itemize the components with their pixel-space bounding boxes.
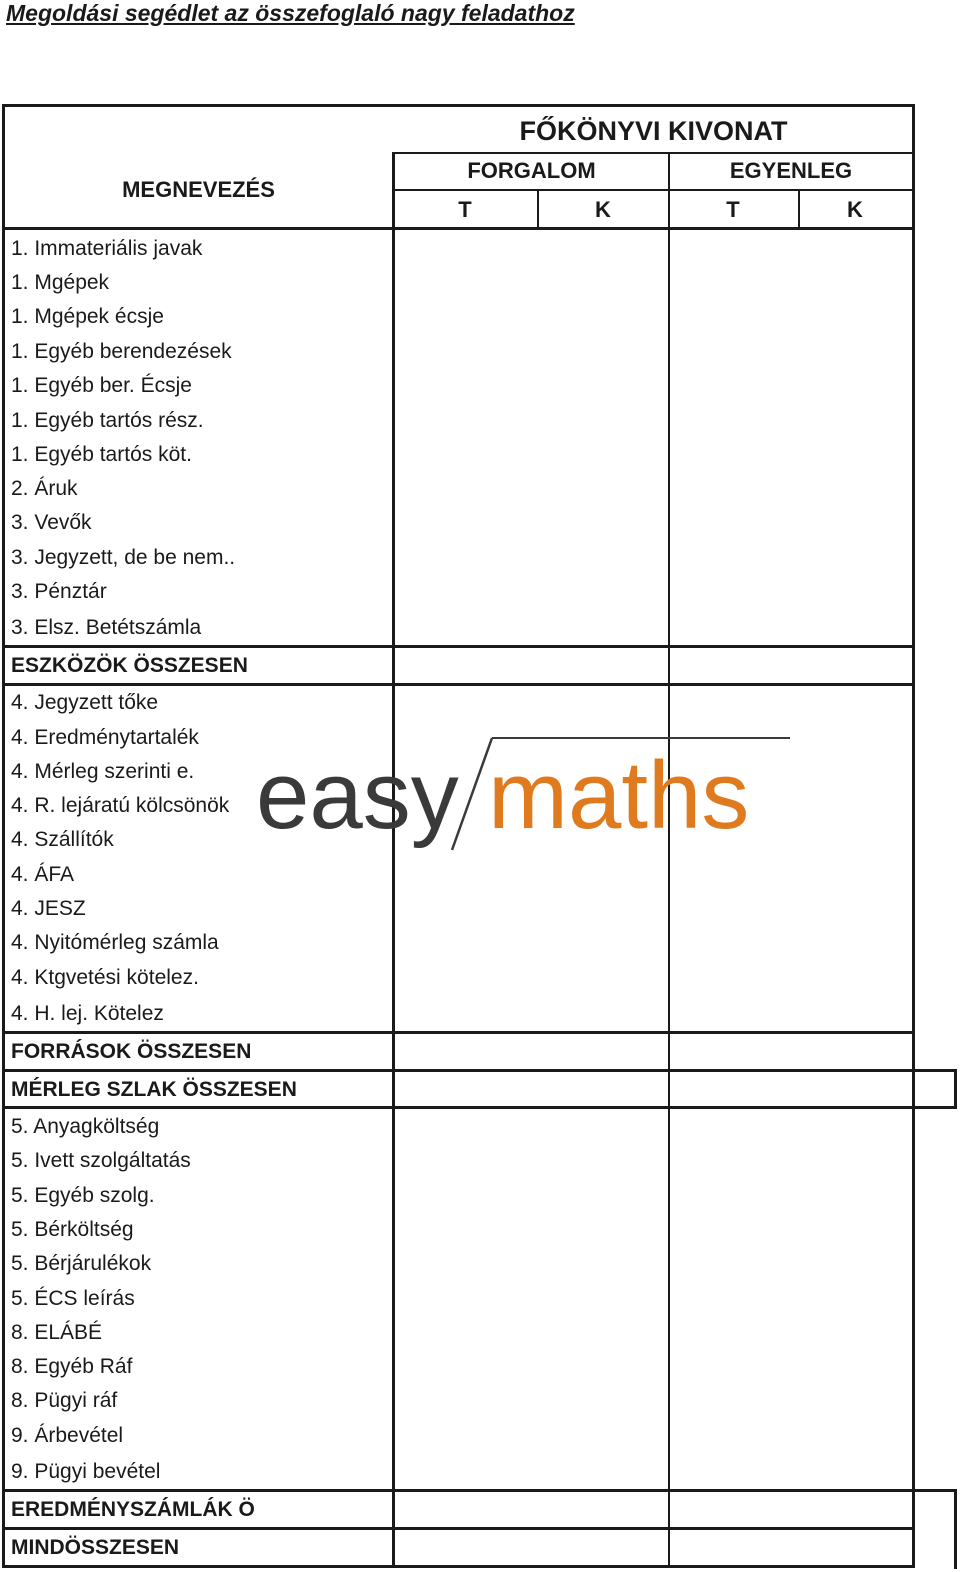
- account-row-label: 4. H. lej. Kötelez: [11, 1002, 164, 1025]
- account-row-label: 5. Anyagköltség: [11, 1115, 160, 1138]
- account-row-label: 3. Vevők: [11, 511, 92, 534]
- account-row-label: 8. ELÁBÉ: [11, 1321, 103, 1344]
- account-row-label: 1. Egyéb ber. Écsje: [11, 374, 192, 397]
- account-row-label: 4. Ktgvetési kötelez.: [11, 966, 199, 989]
- account-row-label: 2. Áruk: [11, 477, 78, 500]
- account-row-label: 3. Pénztár: [11, 580, 107, 603]
- account-row-label: 1. Mgépek écsje: [11, 305, 164, 328]
- account-row-label: 4. Szállítók: [11, 828, 114, 851]
- total-row-label: FORRÁSOK ÖSSZESEN: [11, 1040, 252, 1063]
- header-forgalom-k: K: [595, 197, 611, 222]
- account-row-label: 1. Immateriális javak: [11, 237, 203, 260]
- page-title: Megoldási segédlet az összefoglaló nagy feladathoz: [6, 0, 575, 26]
- header-egyenleg-k: K: [847, 197, 863, 222]
- logo-text-maths: maths: [488, 742, 750, 849]
- account-row-label: 4. Nyitómérleg számla: [11, 931, 219, 954]
- logo-text-easy: easy: [256, 742, 459, 849]
- account-row-label: 1. Mgépek: [11, 271, 110, 294]
- account-row-label: 4. ÁFA: [11, 863, 75, 886]
- total-row-label: MINDÖSSZESEN: [11, 1536, 180, 1559]
- account-row-label: 5. ÉCS leírás: [11, 1287, 135, 1310]
- account-row-label: 4. Mérleg szerinti e.: [11, 760, 195, 783]
- easymaths-logo: [256, 730, 796, 854]
- account-row-label: 5. Egyéb szolg.: [11, 1184, 155, 1207]
- account-row-label: 4. R. lejáratú kölcsönök: [11, 794, 230, 817]
- account-row-label: 8. Egyéb Ráf: [11, 1355, 133, 1378]
- account-row-label: 5. Ivett szolgáltatás: [11, 1149, 191, 1172]
- account-row-label: 1. Egyéb tartós köt.: [11, 443, 192, 466]
- total-row-label: ESZKÖZÖK ÖSSZESEN: [11, 654, 248, 677]
- account-row-label: 9. Pügyi bevétel: [11, 1460, 161, 1483]
- total-row-label: MÉRLEG SZLAK ÖSSZESEN: [11, 1078, 297, 1101]
- account-row-label: 3. Elsz. Betétszámla: [11, 616, 202, 639]
- header-megnevezes: MEGNEVEZÉS: [122, 177, 275, 202]
- header-egyenleg: EGYENLEG: [729, 158, 853, 183]
- account-row-label: 4. Jegyzett tőke: [11, 691, 159, 714]
- account-row-label: 9. Árbevétel: [11, 1424, 124, 1447]
- account-row-label: 8. Pügyi ráf: [11, 1389, 118, 1412]
- account-row-label: 5. Bérjárulékok: [11, 1252, 152, 1275]
- account-row-label: 5. Bérköltség: [11, 1218, 134, 1241]
- account-row-label: 1. Egyéb tartós rész.: [11, 409, 204, 432]
- header-forgalom: FORGALOM: [467, 158, 596, 183]
- account-row-label: 3. Jegyzett, de be nem..: [11, 546, 236, 569]
- header-kivonat: FŐKÖNYVI KIVONAT: [519, 116, 788, 146]
- account-row-label: 4. JESZ: [11, 897, 86, 920]
- account-row-label: 1. Egyéb berendezések: [11, 340, 232, 363]
- header-egyenleg-t: T: [726, 197, 740, 222]
- account-row-label: 4. Eredménytartalék: [11, 726, 199, 749]
- total-row-label: EREDMÉNYSZÁMLÁK Ö: [11, 1498, 255, 1521]
- header-forgalom-t: T: [458, 197, 472, 222]
